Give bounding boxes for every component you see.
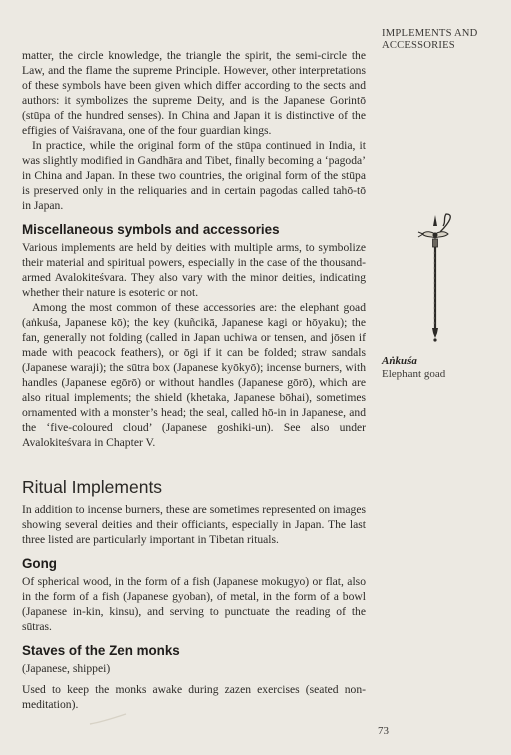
caption-title: Aṅkuśa bbox=[382, 355, 417, 367]
paragraph-gong: Of spherical wood, in the form of a fish (Japanese mokugyo) or flat, also in the form of a fish (Japanese gyoban), of metal, in the form of a bowl (Japanese in-kin, kinsu), and serving to punctuate the reading of the sūtras. bbox=[22, 575, 366, 633]
paragraph-accessories: Among the most common of these accessories are: the elephant goad (aṅkuśa, Japanese kō); the key (kuñcikā, Japanese kagi or hōyaku); the fan, generally not folding (called in Japan uchiwa or tensen, and jōsen if made with peacock feathers), or ōgi if it can be folded; straw sandals (Japanese waraji); the sūtra box (Japanese kyōkyō); incense burners, with handles (Japanese egōrō) or without handles (Japanese gōrō), which are also ritual implements; the shield (khetaka, Japanese bōhai), sometimes ornamented with a monster’s head; the seal, called hō-in in Japanese, and the ‘five-coloured cloud’ (Japanese goshiki-un). See also under Avalokiteśvara in Chapter V. bbox=[22, 301, 366, 449]
section-spacer bbox=[22, 450, 366, 480]
paragraph-symbols: matter, the circle knowledge, the triangle the spirit, the semi-circle the Law, and the flame the supreme Principle. However, other interpretations of these symbols have been given which differ according to the sects and authors: it symbolizes the supreme Deity, and is the Japanese Gorintō (stūpa of the hundred senses). In China and Japan it is distinctive of the effigies of Vaiśravana, one of the four guardian kings. bbox=[22, 49, 366, 137]
paragraph-staves-japanese: (Japanese, shippei) bbox=[22, 662, 111, 675]
heading-miscellaneous: Miscellaneous symbols and accessories bbox=[22, 222, 280, 237]
paragraph-staves: Used to keep the monks awake during zazen exercises (seated non-meditation). bbox=[22, 683, 366, 711]
running-header-line2: ACCESSORIES bbox=[382, 40, 455, 51]
heading-gong: Gong bbox=[22, 556, 57, 571]
ankusa-elephant-goad-icon bbox=[410, 212, 460, 347]
paper-mark bbox=[88, 712, 128, 726]
paragraph-implements: Various implements are held by deities with multiple arms, to symbolize their material and spiritual powers, especially in the case of the thousand-armed Avalokiteśvara. They also vary with the minor deities, indicating whether their nature is esoteric or not. bbox=[22, 241, 366, 299]
main-text-column bbox=[22, 48, 366, 712]
running-header bbox=[382, 28, 492, 52]
figure-caption bbox=[382, 355, 492, 381]
caption-text: Elephant goad bbox=[382, 368, 446, 380]
page-number: 73 bbox=[378, 725, 389, 737]
heading-staves: Staves of the Zen monks bbox=[22, 643, 180, 658]
paragraph-stupa: In practice, while the original form of the stūpa continued in India, it was slightly modified in Gandhāra and Tibet, finally becoming a ‘pagoda’ in China and Japan. In these two countries, the original form of the stūpa is preserved only in the reliquaries and in certain pagodas called tahō-tō in Japan. bbox=[22, 139, 366, 212]
running-header-line1: IMPLEMENTS AND bbox=[382, 28, 478, 39]
paragraph-ritual: In addition to incense burners, these are sometimes represented on images showing several deities and their officiants, especially in Japan. The last three listed are particularly important in Tibetan rituals. bbox=[22, 503, 366, 546]
heading-ritual-implements: Ritual Implements bbox=[22, 477, 163, 497]
